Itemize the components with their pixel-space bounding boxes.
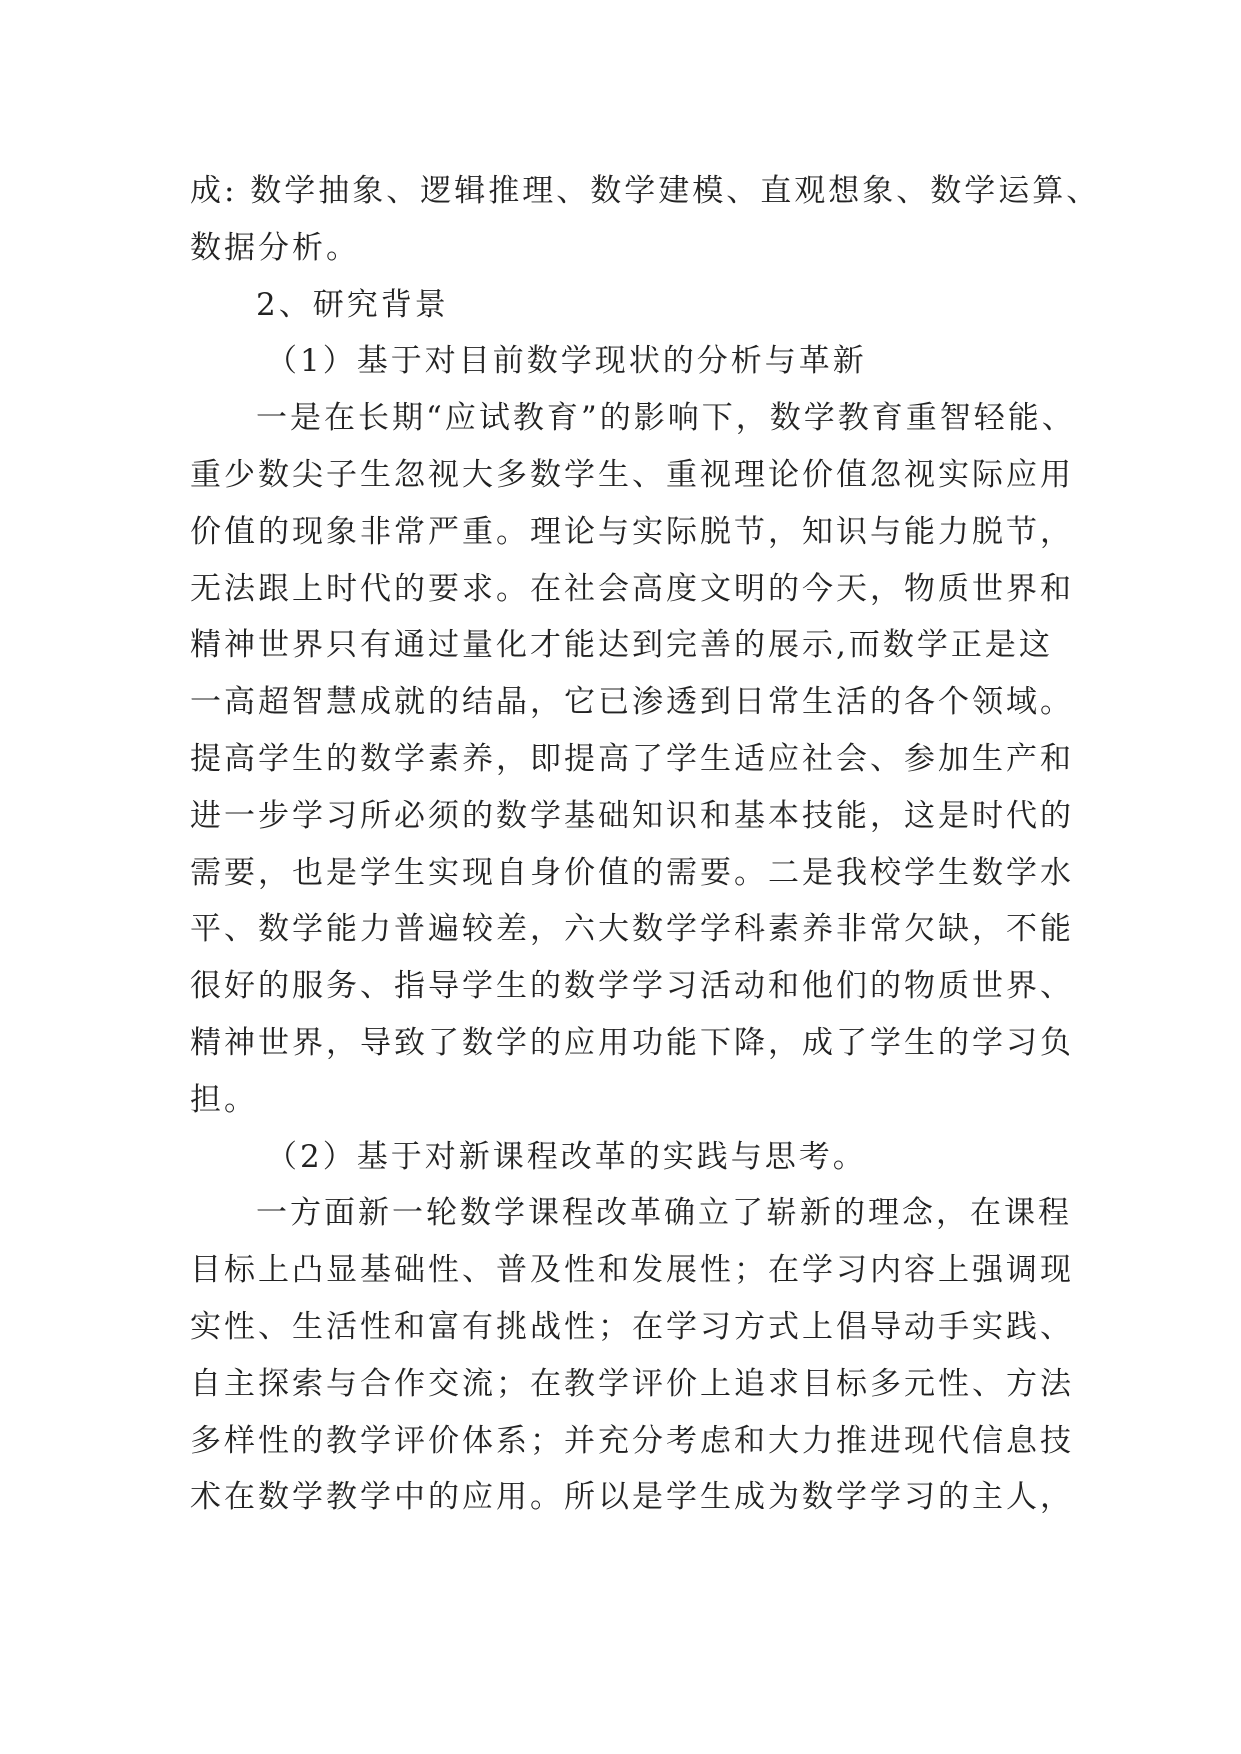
text-line: 担。 [190, 1081, 258, 1118]
subsection-heading: （2）基于对新课程改革的实践与思考。 [266, 1138, 867, 1175]
text-line: 自主探索与合作交流；在教学评价上追求目标多元性、方法 [190, 1365, 1074, 1402]
subsection-heading: （1）基于对目前数学现状的分析与革新 [266, 343, 867, 380]
text-line: 目标上凸显基础性、普及性和发展性；在学习内容上强调现 [190, 1252, 1074, 1289]
text-line: 一是在长期“应试教育”的影响下，数学教育重智轻能、 [256, 400, 1076, 437]
text-line: 无法跟上时代的要求。在社会高度文明的今天，物质世界和 [190, 570, 1074, 607]
text-line: 进一步学习所必须的数学基础知识和基本技能，这是时代的 [190, 797, 1074, 834]
text-line: 实性、生活性和富有挑战性；在学习方式上倡导动手实践、 [190, 1308, 1074, 1345]
text-line: 精神世界只有通过量化才能达到完善的展示,而数学正是这 [190, 627, 1053, 664]
text-line: 一高超智慧成就的结晶，它已渗透到日常生活的各个领域。 [190, 684, 1074, 721]
text-line: 价值的现象非常严重。理论与实际脱节，知识与能力脱节， [190, 513, 1074, 550]
text-line: 很好的服务、指导学生的数学学习活动和他们的物质世界、 [190, 968, 1074, 1005]
text-line: 需要，也是学生实现自身价值的需要。二是我校学生数学水 [190, 854, 1074, 891]
text-line: 重少数尖子生忽视大多数学生、重视理论价值忽视实际应用 [190, 456, 1074, 493]
text-line: 数据分析。 [190, 229, 360, 266]
text-line: 术在数学教学中的应用。所以是学生成为数学学习的主人， [190, 1479, 1074, 1516]
text-line: 一方面新一轮数学课程改革确立了崭新的理念，在课程 [256, 1195, 1072, 1232]
document-body [190, 163, 1101, 1526]
text-line: 精神世界，导致了数学的应用功能下降，成了学生的学习负 [190, 1024, 1074, 1061]
text-line: 提高学生的数学素养，即提高了学生适应社会、参加生产和 [190, 740, 1074, 777]
text-line: 平、数学能力普遍较差，六大数学学科素养非常欠缺，不能 [190, 911, 1074, 948]
text-line: 成: 数学抽象、逻辑推理、数学建模、直观想象、数学运算、 [190, 173, 1101, 209]
text-line: 多样性的教学评价体系；并充分考虑和大力推进现代信息技 [190, 1422, 1074, 1459]
section-heading: 2、研究背景 [256, 286, 449, 323]
